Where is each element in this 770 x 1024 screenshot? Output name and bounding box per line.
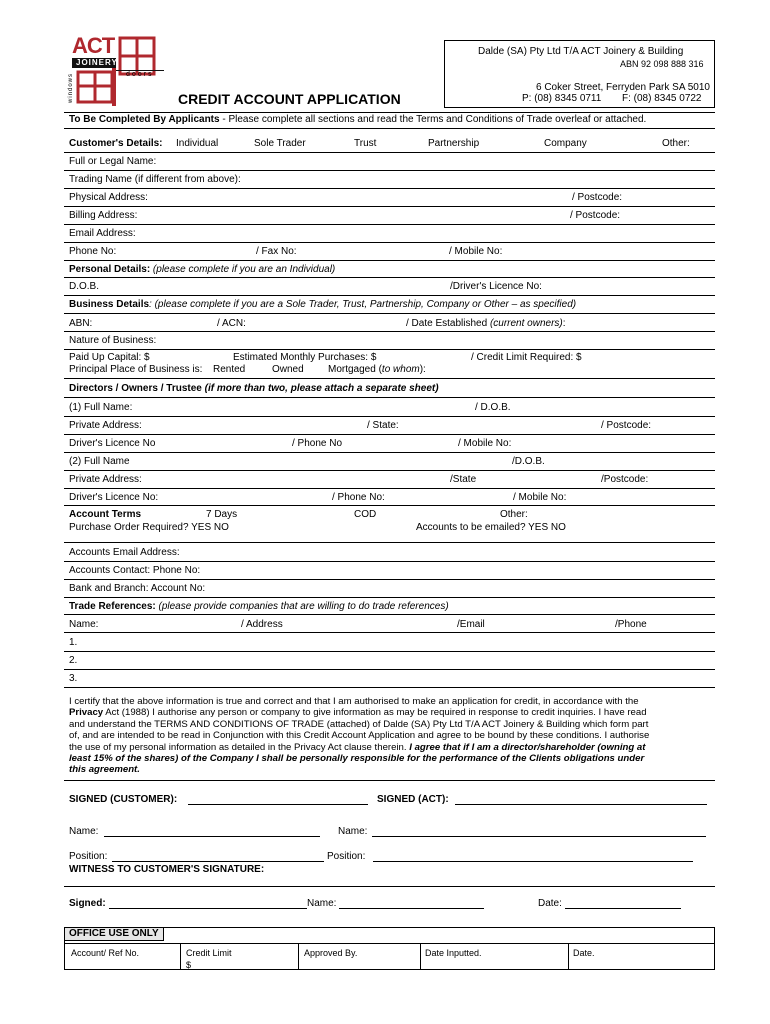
trade-ref-row[interactable]: 3. [69, 673, 78, 684]
office-col-account: Account/ Ref No. [71, 948, 140, 958]
office-use-label: OFFICE USE ONLY [69, 928, 159, 939]
office-col-line [180, 943, 181, 970]
director2-name-field[interactable]: (2) Full Name [69, 456, 130, 467]
logo-doors: doors [126, 71, 154, 78]
intro-bold: To Be Completed By Applicants [69, 114, 220, 125]
director1-address-field[interactable]: Private Address: [69, 420, 142, 431]
date-established-colon: : [562, 318, 566, 329]
date-established-label: / Date Established [406, 318, 490, 329]
office-row-line [64, 943, 715, 944]
divider [64, 260, 715, 261]
certification-text [69, 696, 714, 776]
trade-name-col: Name: [69, 619, 99, 630]
director2-address-field[interactable]: Private Address: [69, 474, 142, 485]
divider [64, 170, 715, 171]
physical-postcode-field[interactable]: / Postcode: [572, 192, 623, 203]
personal-note: (please complete if you are an Individual) [150, 264, 336, 275]
billing-address-field[interactable]: Billing Address: [69, 210, 138, 221]
signed-act-label: SIGNED (ACT): [377, 794, 449, 805]
cert-line: of, and are intended to be read in Conjunction with this Credit Account Application and agree to be bound by these conditions. I authorise [69, 730, 650, 742]
cert-l5a: the use of my personal information as detailed in the Privacy Act clause therein. [69, 741, 410, 753]
personal-details-header [69, 264, 335, 276]
divider [64, 152, 715, 153]
divider [64, 277, 715, 278]
director1-dob-field[interactable]: / D.O.B. [475, 402, 511, 413]
divider [64, 313, 715, 314]
signed-act-line[interactable] [455, 804, 707, 805]
divider [64, 579, 715, 580]
account-terms-label: Account Terms [69, 509, 142, 520]
director1-phone-field[interactable]: / Phone No [292, 438, 343, 449]
cert-line: least 15% of the shares) of the Company I shall be personally responsible for the performance of the Clients obligations under [69, 753, 645, 765]
divider [64, 632, 715, 633]
trade-ref-row[interactable]: 2. [69, 655, 78, 666]
divider [64, 886, 715, 887]
divider [64, 416, 715, 417]
witness-name-line[interactable] [339, 908, 484, 909]
customer-details-label: Customer's Details: [69, 138, 163, 149]
divider [64, 505, 715, 506]
divider [64, 242, 715, 243]
accounts-email-field[interactable]: Accounts Email Address: [69, 547, 180, 558]
option-trust[interactable]: Trust [354, 138, 377, 149]
divider [64, 397, 715, 398]
option-individual[interactable]: Individual [176, 138, 219, 149]
mortgaged-end: ): [419, 364, 426, 375]
divider [64, 188, 715, 189]
fax-field[interactable]: / Fax No: [256, 246, 297, 257]
page-title: CREDIT ACCOUNT APPLICATION [178, 91, 401, 107]
witness-signed-line[interactable] [109, 908, 307, 909]
bank-branch-field[interactable]: Bank and Branch: Account No: [69, 583, 206, 594]
office-col-date: Date. [573, 948, 595, 958]
divider [64, 687, 715, 688]
date-established-field[interactable] [406, 318, 566, 330]
company-address: 6 Coker Street, Ferryden Park SA 5010 [536, 82, 710, 93]
witness-signed-label: Signed: [69, 898, 106, 909]
date-established-note: (current owners) [489, 318, 563, 329]
company-phone: P: (08) 8345 0711 [522, 93, 602, 104]
principal-place-label: Principal Place of Business is: [69, 364, 203, 375]
divider [64, 349, 715, 350]
divider [64, 331, 715, 332]
phone-field[interactable]: Phone No: [69, 246, 117, 257]
company-name: Dalde (SA) Pty Ltd T/A ACT Joinery & Building [478, 46, 684, 57]
office-col-credit: Credit Limit [186, 948, 232, 958]
trade-email-col: /Email [457, 619, 485, 630]
director1-licence-field[interactable]: Driver's Licence No [69, 438, 156, 449]
company-logo [68, 33, 168, 106]
trade-address-col: / Address [241, 619, 283, 630]
option-owned[interactable]: Owned [272, 364, 304, 375]
mobile-field[interactable]: / Mobile No: [449, 246, 503, 257]
office-col-inputted: Date Inputted. [425, 948, 482, 958]
business-details-header [69, 299, 576, 311]
dob-field[interactable]: D.O.B. [69, 281, 100, 292]
cert-line: I certify that the above information is true and correct and that I am authorised to make an application for credit, in accordance with the [69, 696, 639, 707]
business-note: : (please complete if you are a Sole Trader, Trust, Partnership, Company or Other – as specified) [149, 299, 577, 310]
cert-l2b: Act (1988) I authorise any person or company to give information as may be required in response to credit inquiries. I have read [103, 707, 647, 719]
act-name-line[interactable] [372, 836, 706, 837]
option-other-terms[interactable]: Other: [500, 509, 528, 520]
acn-field[interactable]: / ACN: [217, 318, 246, 329]
trade-phone-col: /Phone [615, 619, 647, 630]
mortgaged-note: to whom [381, 364, 420, 375]
trade-ref-row[interactable]: 1. [69, 637, 78, 648]
personal-label: Personal Details: [69, 264, 151, 275]
director1-mobile-field[interactable]: / Mobile No: [458, 438, 512, 449]
logo-sub: JOINERY [76, 58, 118, 67]
office-col-line [568, 943, 569, 970]
act-name-label: Name: [338, 826, 368, 837]
divider [64, 780, 715, 781]
paid-up-capital-field[interactable]: Paid Up Capital: $ [69, 352, 150, 363]
divider [64, 597, 715, 598]
trade-note: (please provide companies that are willing to do trade references) [155, 601, 449, 612]
witness-date-line[interactable] [565, 908, 681, 909]
cert-line: and understand the TERMS AND CONDITIONS OF TRADE (attached) of Dalde (SA) Pty Ltd T/A ACT Joinery & Building which form part [69, 718, 649, 730]
office-col-line [420, 943, 421, 970]
cert-line [69, 707, 714, 718]
sign-name-label: Name: [69, 826, 99, 837]
nature-of-business-field[interactable]: Nature of Business: [69, 335, 157, 346]
director2-licence-field[interactable]: Driver's Licence No: [69, 492, 159, 503]
office-dollar: $ [186, 960, 192, 970]
director2-dob-field[interactable]: /D.O.B. [512, 456, 545, 467]
director2-phone-field[interactable]: / Phone No: [332, 492, 385, 503]
option-rented[interactable]: Rented [213, 364, 246, 375]
billing-postcode-field[interactable]: / Postcode: [570, 210, 621, 221]
company-fax: F: (08) 8345 0722 [622, 93, 702, 104]
cert-line: this agreement. [69, 764, 140, 776]
divider [64, 470, 715, 471]
director1-state-field[interactable]: / State: [367, 420, 399, 431]
divider [64, 295, 715, 296]
email-address-field[interactable]: Email Address: [69, 228, 136, 239]
divider [64, 542, 715, 543]
physical-address-field[interactable]: Physical Address: [69, 192, 148, 203]
purchase-order-required[interactable]: Purchase Order Required? YES NO [69, 522, 229, 533]
option-company[interactable]: Company [544, 138, 587, 149]
director1-name-field[interactable]: (1) Full Name: [69, 402, 133, 413]
intro-text [69, 114, 646, 126]
option-sole-trader[interactable]: Sole Trader [254, 138, 306, 149]
option-other[interactable]: Other: [662, 138, 690, 149]
cert-line [69, 742, 714, 753]
mortgaged-label: Mortgaged ( [328, 364, 382, 375]
witness-name-label: Name: [307, 898, 337, 909]
witness-label: WITNESS TO CUSTOMER'S SIGNATURE: [69, 864, 265, 875]
option-partnership[interactable]: Partnership [428, 138, 480, 149]
divider [64, 669, 715, 670]
estimated-purchases-field[interactable]: Estimated Monthly Purchases: $ [233, 352, 377, 363]
divider [64, 651, 715, 652]
witness-date-label: Date: [538, 898, 562, 909]
accounts-contact-field[interactable]: Accounts Contact: Phone No: [69, 565, 201, 576]
act-position-label: Position: [327, 851, 366, 862]
directors-header [69, 383, 439, 395]
divider [64, 112, 715, 113]
option-cod[interactable]: COD [354, 509, 377, 520]
director1-postcode-field[interactable]: / Postcode: [601, 420, 652, 431]
act-position-line[interactable] [373, 861, 693, 862]
trade-references-header [69, 601, 449, 613]
trade-label: Trade References: [69, 601, 156, 612]
divider [64, 434, 715, 435]
director2-mobile-field[interactable]: / Mobile No: [513, 492, 567, 503]
cert-l5b: I agree that if I am a director/shareholder (owning at [409, 741, 646, 753]
driver-licence-field[interactable]: /Driver's Licence No: [450, 281, 542, 292]
divider [64, 614, 715, 615]
cert-privacy: Privacy [69, 707, 104, 719]
option-mortgaged[interactable] [328, 364, 426, 376]
trading-name-field[interactable]: Trading Name (if different from above): [69, 174, 241, 185]
director2-state-field[interactable]: /State [450, 474, 477, 485]
intro-rest: - Please complete all sections and read the Terms and Conditions of Trade overleaf or attached. [219, 114, 647, 125]
logo-brand: ACT [72, 33, 115, 58]
director2-postcode-field[interactable]: /Postcode: [601, 474, 649, 485]
divider [64, 561, 715, 562]
divider [64, 224, 715, 225]
sign-position-line[interactable] [112, 861, 324, 862]
accounts-emailed[interactable]: Accounts to be emailed? YES NO [416, 522, 566, 533]
sign-position-label: Position: [69, 851, 108, 862]
directors-label: Directors / Owners / Trustee [69, 383, 205, 394]
credit-limit-field[interactable]: / Credit Limit Required: $ [471, 352, 582, 363]
directors-note: (if more than two, please attach a separate sheet) [204, 383, 439, 394]
office-col-approved: Approved By. [304, 948, 358, 958]
divider [64, 452, 715, 453]
option-7-days[interactable]: 7 Days [206, 509, 238, 520]
signed-customer-line[interactable] [188, 804, 368, 805]
divider [64, 378, 715, 379]
sign-name-line[interactable] [104, 836, 320, 837]
divider [64, 206, 715, 207]
business-label: Business Details [69, 299, 150, 310]
signed-customer-label: SIGNED (CUSTOMER): [69, 794, 178, 805]
office-col-line [298, 943, 299, 970]
divider [64, 128, 715, 129]
logo-side: windows [68, 72, 75, 104]
company-abn: ABN 92 098 888 316 [620, 59, 704, 69]
full-name-field[interactable]: Full or Legal Name: [69, 156, 157, 167]
abn-field[interactable]: ABN: [69, 318, 93, 329]
divider [64, 488, 715, 489]
